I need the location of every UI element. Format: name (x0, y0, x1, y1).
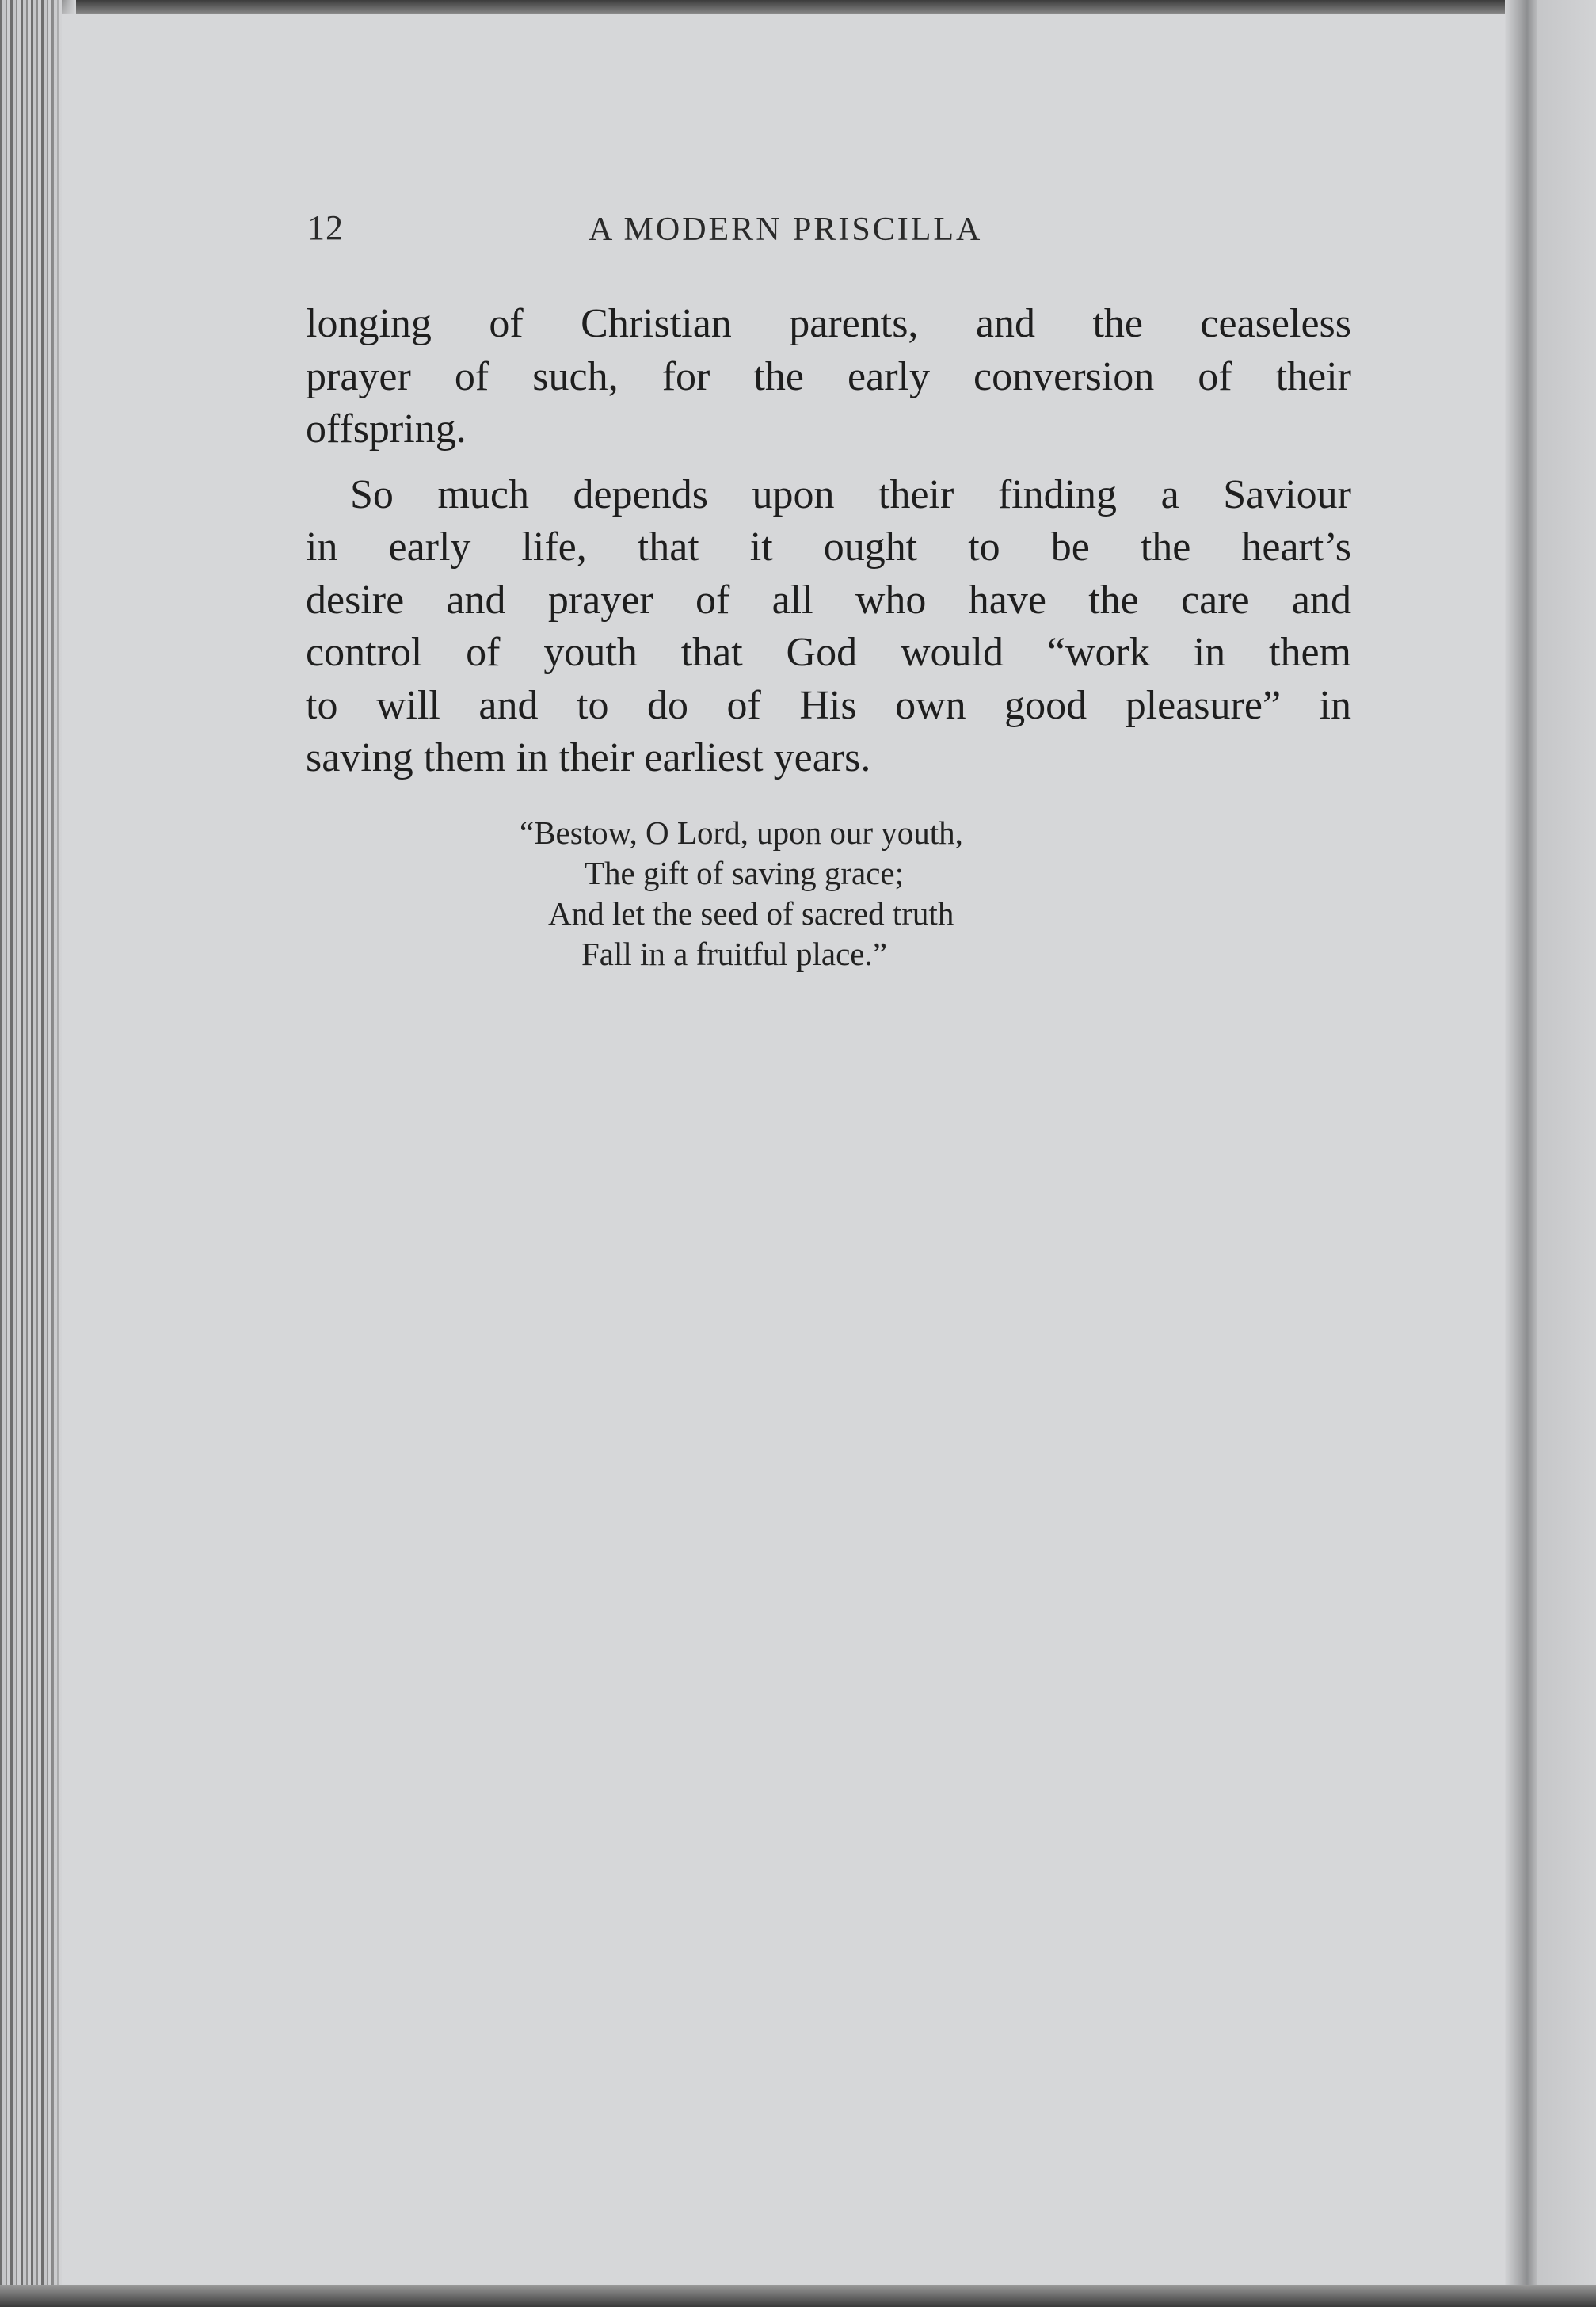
verse-quotation (520, 813, 1122, 974)
running-head (307, 208, 1351, 263)
verse-line: Fall in a fruitful place.” (581, 936, 887, 972)
text-line: So much depends upon their finding a Saviour (350, 471, 1351, 517)
text-line: desire and prayer of all who have the care and (306, 577, 1351, 623)
verse-line: And let the seed of sacred truth (548, 895, 954, 932)
text-line: prayer of such, for the early conversion of their (306, 353, 1351, 399)
scan-bottom-edge (0, 2285, 1596, 2307)
text-line: offspring. (306, 406, 467, 452)
verse-line: “Bestow, O Lord, upon our youth, (520, 814, 963, 851)
paragraph-2 (306, 469, 1351, 785)
text-line: longing of Christian parents, and the ceaseless (306, 301, 1351, 346)
text-line: to will and to do of His own good pleasure” in (306, 682, 1351, 728)
running-title: A MODERN PRISCILLA (589, 212, 983, 248)
text-line: control of youth that God would “work in them (306, 630, 1351, 675)
text-line: in early life, that it ought to be the heart’s (306, 524, 1351, 570)
scan-top-edge (0, 0, 1596, 14)
verse-line: The gift of saving grace; (585, 855, 905, 891)
page-number: 12 (307, 208, 344, 247)
page-gutter (1505, 0, 1537, 2307)
paragraph-1 (306, 298, 1351, 456)
body-text (306, 298, 1351, 785)
adjacent-page-edge (1537, 0, 1596, 2307)
text-line: saving them in their earliest years. (306, 735, 871, 780)
binding-shadow (44, 0, 76, 2307)
